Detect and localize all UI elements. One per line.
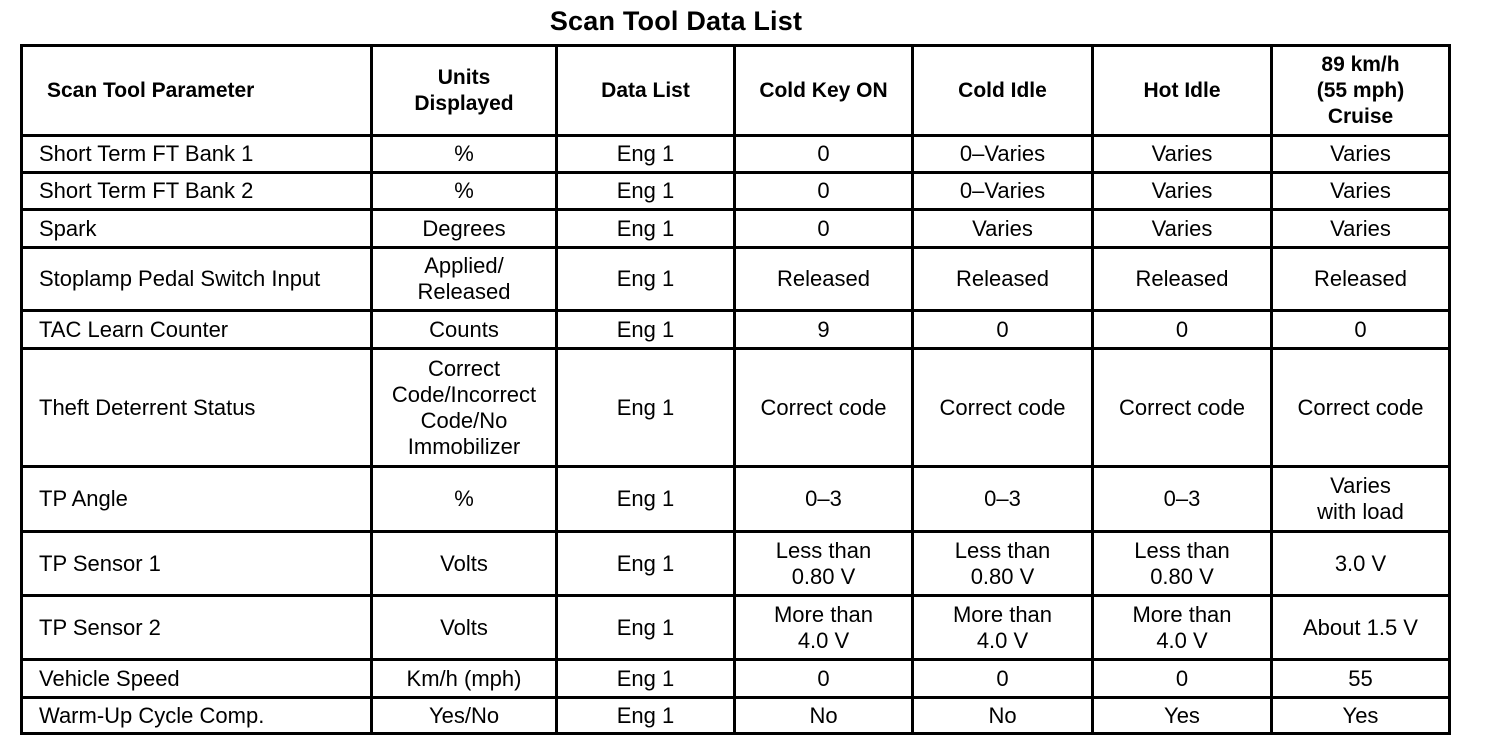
table-cell: Eng 1 [557, 173, 735, 210]
table-cell: Eng 1 [557, 248, 735, 311]
table-cell: TAC Learn Counter [22, 311, 372, 349]
table-cell: 3.0 V [1272, 532, 1450, 596]
table-row [22, 467, 1450, 532]
table-cell: Released [1272, 248, 1450, 311]
table-cell: Varies [1272, 210, 1450, 248]
table-cell: Spark [22, 210, 372, 248]
table-cell: Eng 1 [557, 210, 735, 248]
column-header: Scan Tool Parameter [22, 46, 372, 136]
table-cell: Volts [372, 596, 557, 660]
table-cell: Varies [1093, 136, 1272, 173]
table-cell: 0 [913, 311, 1093, 349]
table-cell: Correct code [1093, 349, 1272, 467]
table-cell: Eng 1 [557, 349, 735, 467]
table-cell: Eng 1 [557, 532, 735, 596]
table-cell: Correct Code/Incorrect Code/No Immobilizer [372, 349, 557, 467]
table-cell: Varies [1272, 136, 1450, 173]
column-header: Cold Key ON [735, 46, 913, 136]
column-header: 89 km/h (55 mph) Cruise [1272, 46, 1450, 136]
table-cell: % [372, 173, 557, 210]
table-cell: 0–Varies [913, 136, 1093, 173]
table-cell: 9 [735, 311, 913, 349]
table-cell: 0 [735, 210, 913, 248]
table-row [22, 173, 1450, 210]
table-row [22, 698, 1450, 734]
column-header: Units Displayed [372, 46, 557, 136]
table-cell: Yes [1093, 698, 1272, 734]
table-row [22, 532, 1450, 596]
table-cell: Varies [1093, 173, 1272, 210]
column-header: Data List [557, 46, 735, 136]
table-cell: Eng 1 [557, 596, 735, 660]
table-row [22, 311, 1450, 349]
table-cell: Eng 1 [557, 467, 735, 532]
table-cell: About 1.5 V [1272, 596, 1450, 660]
scan-tool-data-table [20, 44, 1451, 735]
table-cell: Stoplamp Pedal Switch Input [22, 248, 372, 311]
table-cell: 0 [1272, 311, 1450, 349]
table-cell: No [735, 698, 913, 734]
table-cell: % [372, 467, 557, 532]
table-cell: Less than 0.80 V [913, 532, 1093, 596]
column-header: Hot Idle [1093, 46, 1272, 136]
table-cell: Varies [1093, 210, 1272, 248]
table-cell: Warm-Up Cycle Comp. [22, 698, 372, 734]
table-cell: Km/h (mph) [372, 660, 557, 698]
table-cell: Released [1093, 248, 1272, 311]
table-cell: Yes/No [372, 698, 557, 734]
table-cell: 0 [913, 660, 1093, 698]
table-row [22, 660, 1450, 698]
table-cell: Correct code [1272, 349, 1450, 467]
table-row [22, 596, 1450, 660]
table-cell: Eng 1 [557, 660, 735, 698]
header-row [22, 46, 1450, 136]
table-row [22, 210, 1450, 248]
table-cell: % [372, 136, 557, 173]
table-cell: 0–3 [913, 467, 1093, 532]
column-header: Cold Idle [913, 46, 1093, 136]
table-cell: TP Angle [22, 467, 372, 532]
table-cell: Eng 1 [557, 311, 735, 349]
table-cell: Correct code [735, 349, 913, 467]
table-row [22, 248, 1450, 311]
table-cell: More than 4.0 V [735, 596, 913, 660]
table-cell: Varies [913, 210, 1093, 248]
table-cell: Theft Deterrent Status [22, 349, 372, 467]
table-cell: Vehicle Speed [22, 660, 372, 698]
table-cell: Applied/ Released [372, 248, 557, 311]
table-cell: 0 [735, 136, 913, 173]
table-cell: Released [735, 248, 913, 311]
table-cell: 0 [735, 660, 913, 698]
table-cell: Yes [1272, 698, 1450, 734]
table-cell: 0–3 [1093, 467, 1272, 532]
table-cell: Released [913, 248, 1093, 311]
table-cell: Varies [1272, 173, 1450, 210]
table-cell: Volts [372, 532, 557, 596]
table-row [22, 136, 1450, 173]
table-cell: TP Sensor 2 [22, 596, 372, 660]
page-title: Scan Tool Data List [549, 6, 803, 36]
table-cell: Degrees [372, 210, 557, 248]
table-cell: 0 [1093, 311, 1272, 349]
table-cell: Short Term FT Bank 1 [22, 136, 372, 173]
table-cell: No [913, 698, 1093, 734]
table-row [22, 349, 1450, 467]
table-cell: 55 [1272, 660, 1450, 698]
table-cell: 0–3 [735, 467, 913, 532]
table-cell: TP Sensor 1 [22, 532, 372, 596]
table-cell: More than 4.0 V [913, 596, 1093, 660]
table-cell: 0 [1093, 660, 1272, 698]
table-cell: 0 [735, 173, 913, 210]
table-cell: Less than 0.80 V [1093, 532, 1272, 596]
table-cell: More than 4.0 V [1093, 596, 1272, 660]
table-cell: 0–Varies [913, 173, 1093, 210]
table-cell: Eng 1 [557, 698, 735, 734]
table-cell: Less than 0.80 V [735, 532, 913, 596]
table-cell: Varies with load [1272, 467, 1450, 532]
table-cell: Correct code [913, 349, 1093, 467]
table-cell: Eng 1 [557, 136, 735, 173]
table-cell: Counts [372, 311, 557, 349]
table-cell: Short Term FT Bank 2 [22, 173, 372, 210]
